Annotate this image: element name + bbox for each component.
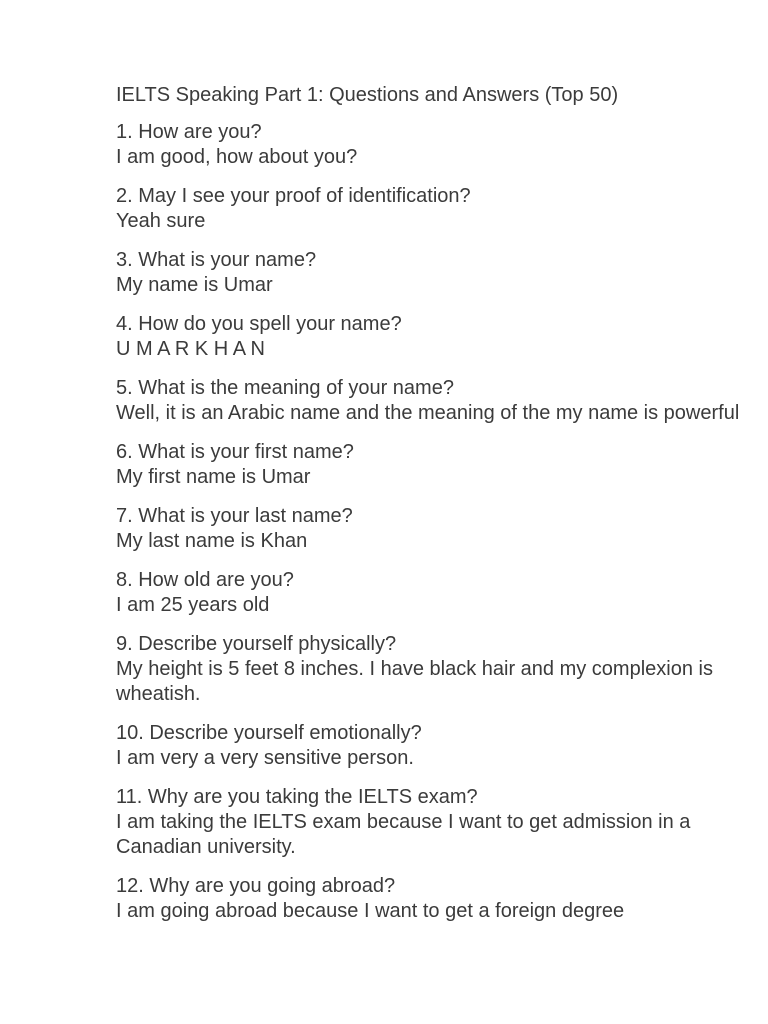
answer: I am 25 years old [116, 594, 270, 616]
qa-item [116, 568, 756, 618]
qa-item [116, 376, 756, 426]
question: 9. Describe yourself physically? [116, 633, 397, 655]
qa-item [116, 785, 756, 860]
answer: My name is Umar [116, 274, 273, 296]
answer: My height is 5 feet 8 inches. I have black hair and my complexion is wheatish. [116, 658, 713, 705]
question: 3. What is your name? [116, 249, 317, 271]
qa-item [116, 874, 756, 924]
answer: I am very a very sensitive person. [116, 747, 414, 769]
answer: Yeah sure [116, 210, 206, 232]
question: 2. May I see your proof of identification? [116, 185, 471, 207]
question: 10. Describe yourself emotionally? [116, 722, 422, 744]
question: 7. What is your last name? [116, 505, 353, 527]
qa-item [116, 440, 756, 490]
question: 6. What is your first name? [116, 441, 354, 463]
qa-item [116, 312, 756, 362]
question: 1. How are you? [116, 121, 262, 143]
document-page [116, 83, 756, 938]
question: 5. What is the meaning of your name? [116, 377, 454, 399]
answer: I am good, how about you? [116, 146, 358, 168]
qa-item [116, 248, 756, 298]
qa-item [116, 184, 756, 234]
answer: Well, it is an Arabic name and the meaning of the my name is powerful [116, 402, 740, 424]
qa-item [116, 721, 756, 771]
question: 4. How do you spell your name? [116, 313, 402, 335]
question: 12. Why are you going abroad? [116, 875, 396, 897]
qa-item [116, 504, 756, 554]
question: 11. Why are you taking the IELTS exam? [116, 786, 478, 808]
answer: My last name is Khan [116, 530, 308, 552]
question: 8. How old are you? [116, 569, 294, 591]
document-title: IELTS Speaking Part 1: Questions and Answers (Top 50) [116, 84, 619, 106]
answer: My first name is Umar [116, 466, 311, 488]
qa-item [116, 120, 756, 170]
answer: U M A R K H A N [116, 338, 265, 360]
answer: I am taking the IELTS exam because I want to get admission in a Canadian university. [116, 811, 691, 858]
qa-item [116, 632, 756, 707]
answer: I am going abroad because I want to get a foreign degree [116, 900, 625, 922]
